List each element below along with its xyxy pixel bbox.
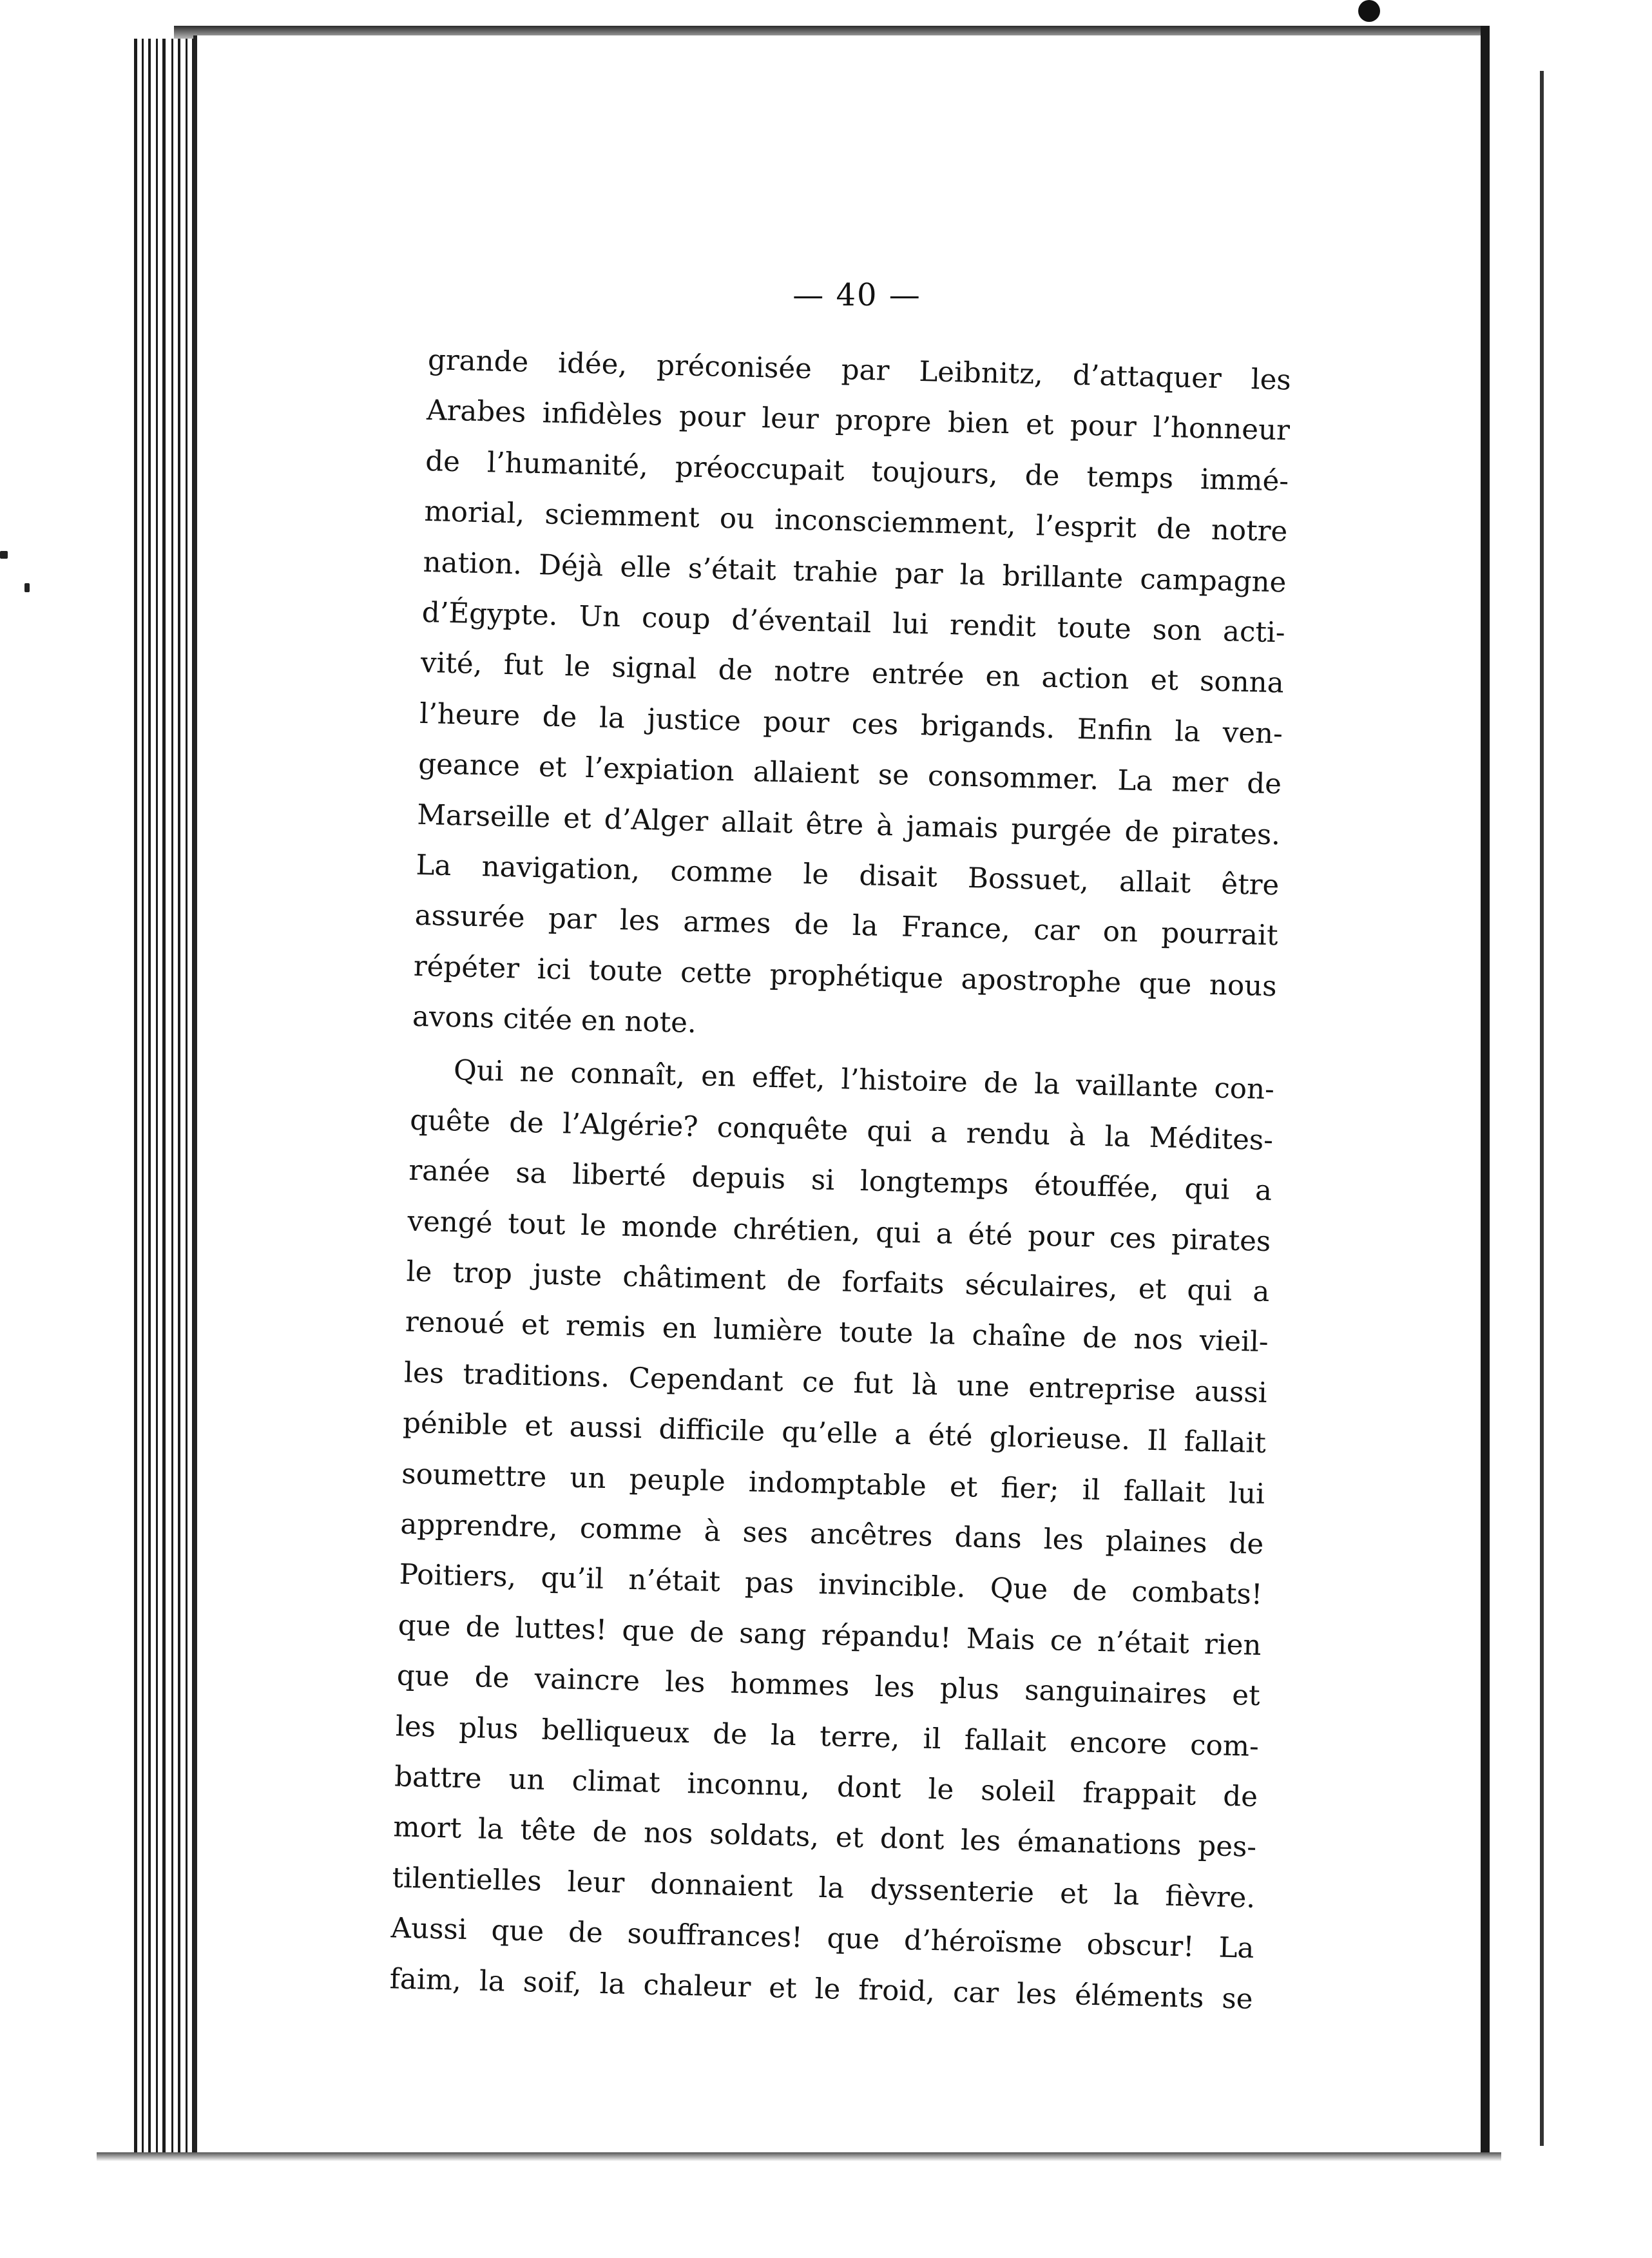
adjacent-page xyxy=(1490,26,1652,2159)
text-line: d’Égypte. Un coup d’éventail lui rendit toute son acti- xyxy=(421,596,1286,650)
text-line: grande idée, préconisée par Leibnitz, d’attaquer les xyxy=(427,343,1292,397)
text-line: morial, sciemment ou inconsciemment, l’esprit de notre xyxy=(423,496,1288,548)
text-line: soumettre un peuple indomptable et fier; il fallait lui xyxy=(401,1458,1265,1510)
text-line: que de vaincre les hommes les plus sanguinaires et xyxy=(396,1659,1261,1713)
text-line: Arabes infidèles pour leur propre bien et pour l’honneur xyxy=(426,394,1291,447)
text-line: faim, la soif, la chaleur et le froid, car les éléments se xyxy=(389,1962,1254,2016)
paragraph xyxy=(389,1045,1275,2025)
text-line: battre un climat inconnu, dont le soleil frappait de xyxy=(394,1761,1258,1813)
scan-spot xyxy=(1358,0,1380,22)
text-line: Poitiers, qu’il n’était pas invincible. Que de combats! xyxy=(399,1558,1263,1612)
text-line: Qui ne connaît, en effet, l’histoire de la vaillante con- xyxy=(453,1054,1275,1106)
text-line: mort la tête de nos soldats, et dont les émanations pes- xyxy=(392,1811,1257,1864)
right-page-fold xyxy=(1481,26,1490,2159)
text-line: les traditions. Cependant ce fut là une entreprise aussi xyxy=(403,1356,1268,1409)
text-line: Marseille et d’Alger allait être à jamais purgée de pirates. xyxy=(416,798,1281,851)
margin-mark xyxy=(0,551,8,559)
margin-mark xyxy=(24,583,30,592)
book-binding-edge xyxy=(97,39,206,2159)
text-line: La navigation, comme le disait Bossuet, allait être xyxy=(416,849,1280,902)
text-line: renoué et remis en lumière toute la chaîne de nos vieil- xyxy=(405,1306,1269,1359)
text-line: Aussi que de souffrances! que d’héroïsme obscur! La xyxy=(390,1912,1254,1965)
page-number: — 40 — xyxy=(792,277,921,313)
text-line: quête de l’Algérie? conquête qui a rendu à la Médites- xyxy=(409,1104,1274,1157)
text-line: répéter ici toute cette prophétique apostrophe que nous xyxy=(413,950,1278,1003)
text-line: tilentielles leur donnaient la dyssenterie et la fièvre. xyxy=(391,1862,1256,1915)
text-line: ranée sa liberté depuis si longtemps étouffée, qui a xyxy=(408,1154,1273,1208)
text-line: que de luttes! que de sang répandu! Mais ce n’était rien xyxy=(398,1609,1262,1662)
text-line: les plus belliqueux de la terre, il fallait encore com- xyxy=(395,1710,1260,1763)
paragraph xyxy=(412,335,1291,1063)
text-line: le trop juste châtiment de forfaits séculaires, et qui a xyxy=(406,1255,1270,1309)
text-line: l’heure de la justice pour ces brigands. Enfin la ven- xyxy=(419,697,1283,751)
text-line: de l’humanité, préoccupait toujours, de temps immé- xyxy=(425,445,1289,498)
bottom-shadow xyxy=(97,2152,1501,2161)
text-line: pénible et aussi difficile qu’elle a été glorieuse. Il fallait xyxy=(402,1407,1267,1460)
adjacent-page-edge xyxy=(1540,71,1544,2146)
text-line: geance et l’expiation allaient se consommer. La mer de xyxy=(418,748,1282,801)
text-line: apprendre, comme à ses ancêtres dans les plaines de xyxy=(399,1508,1264,1561)
text-line: avons citée en note. xyxy=(412,1000,697,1040)
text-line: vengé tout le monde chrétien, qui a été pour ces pirates xyxy=(407,1205,1271,1258)
body-text xyxy=(389,335,1292,2025)
text-line: nation. Déjà elle s’était trahie par la brillante campagne xyxy=(423,546,1287,599)
text-line: vité, fut le signal de notre entrée en action et sonna xyxy=(420,647,1285,700)
text-line: assurée par les armes de la France, car on pourrait xyxy=(414,900,1278,952)
